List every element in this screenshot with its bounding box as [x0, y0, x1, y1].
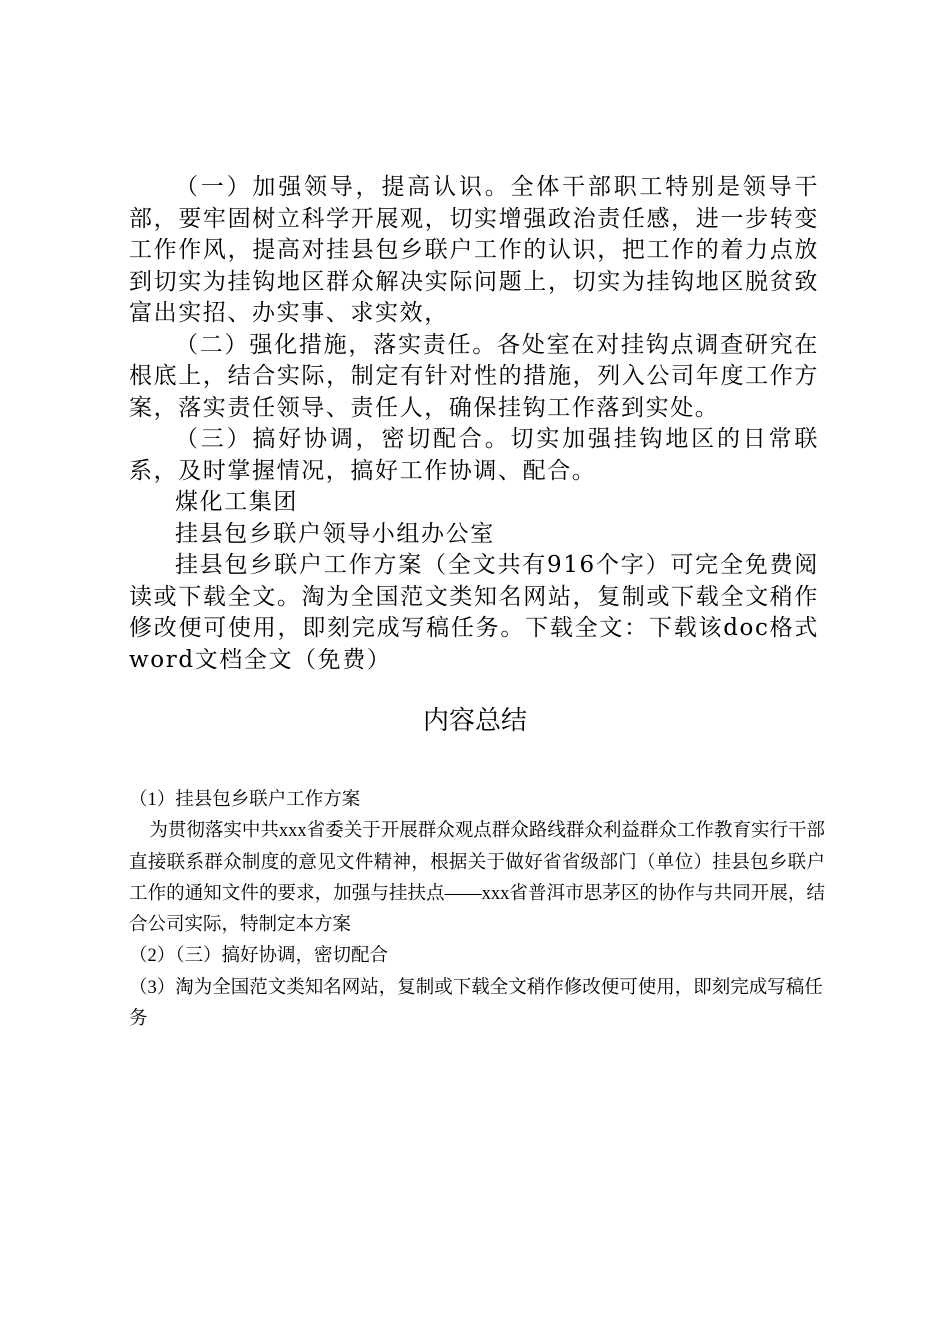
summary-item: （1）挂县包乡联户工作方案: [129, 790, 361, 810]
summary-item: 为贯彻落实中共xxx省委关于开展群众观点群众路线群众利益群众工作教育实行干部直接联系群众制度的意见文件精神，根据关于做好省省级部门（单位）挂县包乡联户工作的通知文件的要求，加强与挂扶点——xxx省普洱市思茅区的协作与共同开展，结合公司实际，特制定本方案: [129, 821, 825, 936]
paragraph-strengthen-measures: （二）强化措施，落实责任。各处室在对挂钩点调查研究在根底上，结合实际，制定有针对性的措施，列入公司年度工作方案，落实责任领导、责任人，确保挂钩工作落到实处。: [129, 331, 819, 421]
document-body: [129, 172, 819, 676]
summary-section: [129, 785, 825, 1035]
download-notice: 挂县包乡联户工作方案（全文共有916个字）可完全免费阅读或下载全文。淘为全国范文类知名网站，复制或下载全文稍作修改便可使用，即刻完成写稿任务。下载全文：下载该doc格式word文档全文（免费）: [129, 552, 819, 673]
paragraph-coordination: （三）搞好协调，密切配合。切实加强挂钩地区的日常联系，及时掌握情况，搞好工作协调、配合。: [129, 426, 819, 484]
paragraph-strengthen-leadership: （一）加强领导，提高认识。全体干部职工特别是领导干部，要牢固树立科学开展观，切实增强政治责任感，进一步转变工作作风，提高对挂县包乡联户工作的认识，把工作的着力点放到切实为挂钩地区群众解决实际问题上，切实为挂钩地区脱贫致富出实招、办实事、求实效，: [129, 174, 819, 326]
summary-item: （2）（三）搞好协调，密切配合: [129, 946, 389, 967]
summary-item: （3）淘为全国范文类知名网站，复制或下载全文稍作修改便可使用，即刻完成写稿任务: [129, 977, 823, 1030]
summary-title: 内容总结: [422, 706, 527, 736]
signature-organization: 煤化工集团: [175, 489, 298, 515]
signature-office: 挂县包乡联户领导小组办公室: [175, 520, 495, 547]
